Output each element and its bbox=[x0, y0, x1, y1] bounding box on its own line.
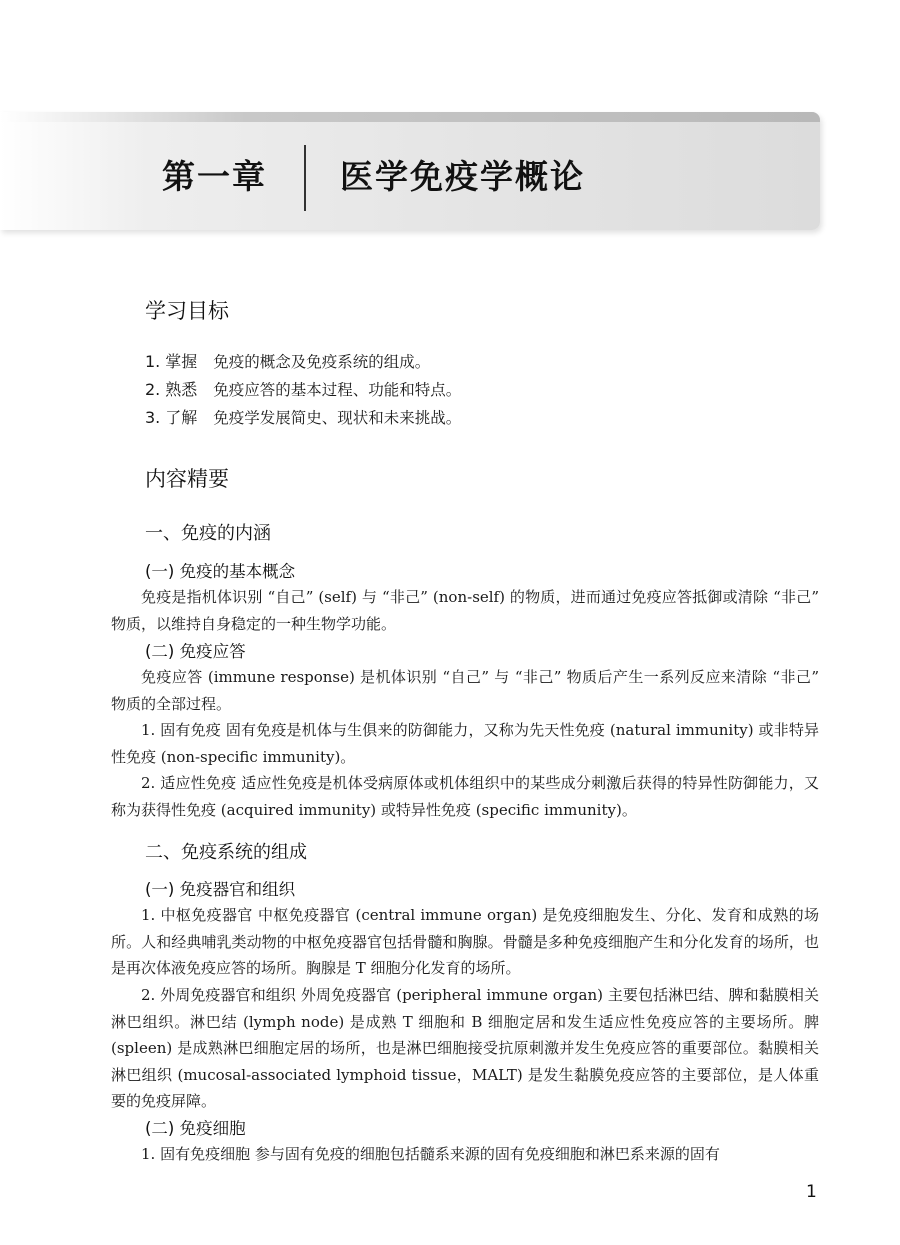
objective-item bbox=[145, 348, 461, 376]
objectives-list bbox=[145, 348, 461, 432]
paragraph: 免疫是指机体识别 “自己” (self) 与 “非己” (non-self) 的物质，进而通过免疫应答抵御或清除 “非己” 物质，以维持自身稳定的一种生物学功能。 bbox=[111, 588, 819, 633]
paragraph: 1. 中枢免疫器官 中枢免疫器官 (central immune organ) 是免疫细胞发生、分化、发育和成熟的场所。人和经典哺乳类动物的中枢免疫器官包括骨髓和胸腺。骨髓是多种免疫细胞产生和分化发育的场所，也是再次体液免疫应答的场所。胸腺是 T 细胞分化发育的场所。 bbox=[111, 906, 819, 977]
objective-number: 1. bbox=[145, 352, 161, 371]
page-number: 1 bbox=[806, 1182, 817, 1202]
paragraph: 1. 固有免疫细胞 参与固有免疫的细胞包括髓系来源的固有免疫细胞和淋巴系来源的固有 bbox=[141, 1145, 720, 1163]
objective-level: 熟悉 bbox=[165, 380, 198, 399]
part2-s1-title: (一) 免疫器官和组织 bbox=[145, 880, 296, 899]
summary-heading: 内容精要 bbox=[145, 467, 229, 491]
paragraph: 1. 固有免疫 固有免疫是机体与生俱来的防御能力，又称为先天性免疫 (natural immunity) 或非特异性免疫 (non-specific immunity)。 bbox=[111, 721, 819, 766]
paragraph: 2. 外周免疫器官和组织 外周免疫器官 (peripheral immune organ) 主要包括淋巴结、脾和黏膜相关淋巴组织。淋巴结 (lymph node) 是成熟 T 细胞和 B 细胞定居和发生适应性免疫应答的主要场所。脾 (spleen) 是成熟淋巴细胞定居的场所，也是淋巴细胞接受抗原刺激并发生免疫应答的重要部位。黏膜相关淋巴组织 (mucosal-associated lymphoid tissue，MALT) 是发生黏膜免疫应答的主要部位，是人体重要的免疫屏障。 bbox=[111, 986, 819, 1110]
part1-title: 一、免疫的内涵 bbox=[145, 523, 271, 544]
objective-text: 免疫的概念及免疫系统的组成。 bbox=[213, 353, 431, 371]
objective-level: 掌握 bbox=[165, 352, 198, 371]
banner-divider bbox=[304, 145, 306, 211]
part2-title: 二、免疫系统的组成 bbox=[145, 842, 307, 863]
part1-s1-title: (一) 免疫的基本概念 bbox=[145, 562, 296, 581]
paragraph: 2. 适应性免疫 适应性免疫是机体受病原体或机体组织中的某些成分刺激后获得的特异性防御能力，又称为获得性免疫 (acquired immunity) 或特异性免疫 (specific immunity)。 bbox=[111, 774, 819, 819]
objective-text: 免疫应答的基本过程、功能和特点。 bbox=[213, 381, 462, 399]
objective-level: 了解 bbox=[165, 408, 198, 427]
banner-top-edge bbox=[0, 112, 820, 122]
objective-text: 免疫学发展简史、现状和未来挑战。 bbox=[213, 409, 462, 427]
objective-item bbox=[145, 404, 461, 432]
objective-number: 3. bbox=[145, 408, 161, 427]
paragraph: 免疫应答 (immune response) 是机体识别 “自己” 与 “非己” 物质后产生一系列反应来清除 “非己” 物质的全部过程。 bbox=[111, 668, 819, 713]
objective-item bbox=[145, 376, 461, 404]
chapter-number: 第一章 bbox=[162, 157, 267, 196]
part2-s2-title: (二) 免疫细胞 bbox=[145, 1119, 246, 1138]
chapter-title: 医学免疫学概论 bbox=[340, 157, 585, 196]
objectives-heading: 学习目标 bbox=[145, 299, 229, 323]
part1-s2-title: (二) 免疫应答 bbox=[145, 642, 246, 661]
objective-number: 2. bbox=[145, 380, 161, 399]
